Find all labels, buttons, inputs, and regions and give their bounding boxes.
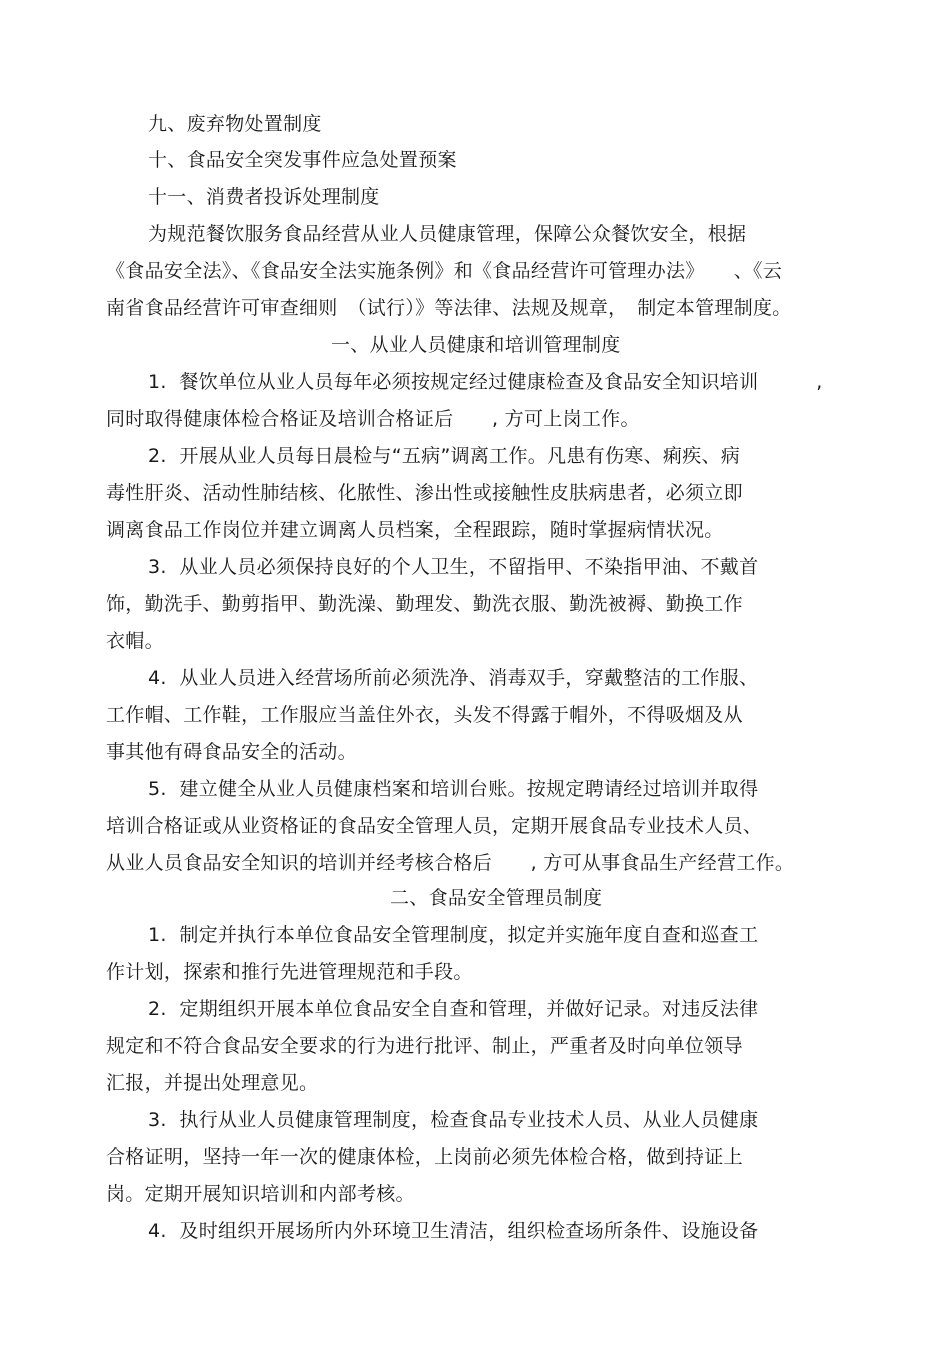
paragraph-line: 从业人员食品安全知识的培训并经考核合格后 , 方可从事食品生产经营工作。	[106, 852, 795, 874]
toc-item-10: 十、食品安全突发事件应急处置预案	[148, 149, 457, 171]
intro-line: 为规范餐饮服务食品经营从业人员健康管理，保障公众餐饮安全，根据	[148, 223, 747, 245]
paragraph-line: 工作帽、工作鞋，工作服应当盖住外衣，头发不得露于帽外，不得吸烟及从	[106, 704, 743, 726]
paragraph-line: 毒性肝炎、活动性肺结核、化脓性、渗出性或接触性皮肤病患者，必须立即	[106, 482, 743, 504]
paragraph-line: 培训合格证或从业资格证的食品安全管理人员，定期开展食品专业技术人员、	[106, 815, 763, 837]
paragraph-line: 1. 餐饮单位从业人员每年必须按规定经过健康检查及食品安全知识培训 ,	[148, 371, 823, 393]
toc-item-11: 十一、消费者投诉处理制度	[148, 186, 380, 208]
paragraph-line: 汇报，并提出处理意见。	[106, 1072, 319, 1094]
paragraph-line: 岗。定期开展知识培训和内部考核。	[106, 1183, 415, 1205]
section-heading: 一、从业人员健康和培训管理制度	[331, 334, 621, 356]
paragraph-line: 衣帽。	[106, 630, 164, 652]
paragraph-line: 合格证明，坚持一年一次的健康体检，上岗前必须先体检合格，做到持证上	[106, 1146, 743, 1168]
paragraph-line: 饰，勤洗手、勤剪指甲、勤洗澡、勤理发、勤洗衣服、勤洗被褥、勤换工作	[106, 593, 743, 615]
toc-item-9: 九、废弃物处置制度	[148, 113, 322, 135]
intro-line: 《食品安全法》、《食品安全法实施条例》和《食品经营许可管理办法》 、《云	[106, 260, 783, 282]
intro-line: 南省食品经营许可审查细则 （试行）》等法律、法规及规章， 制定本管理制度。	[106, 297, 792, 319]
paragraph-line: 3. 执行从业人员健康管理制度，检查食品专业技术人员、从业人员健康	[148, 1109, 759, 1131]
paragraph-line: 4. 及时组织开展场所内外环境卫生清洁，组织检查场所条件、设施设备	[148, 1220, 759, 1242]
paragraph-line: 2. 定期组织开展本单位食品安全自查和管理，并做好记录。对违反法律	[148, 998, 759, 1020]
paragraph-line: 3. 从业人员必须保持良好的个人卫生，不留指甲、不染指甲油、不戴首	[148, 556, 759, 578]
paragraph-line: 作计划，探索和推行先进管理规范和手段。	[106, 961, 473, 983]
paragraph-line: 1. 制定并执行本单位食品安全管理制度，拟定并实施年度自查和巡查工	[148, 924, 759, 946]
paragraph-line: 调离食品工作岗位并建立调离人员档案，全程跟踪，随时掌握病情状况。	[106, 519, 724, 541]
paragraph-line: 事其他有碍食品安全的活动。	[106, 741, 357, 763]
paragraph-line: 2. 开展从业人员每日晨检与“五病”调离工作。凡患有伤寒、痢疾、病	[148, 445, 741, 467]
section-heading: 二、食品安全管理员制度	[390, 887, 603, 909]
paragraph-line: 5. 建立健全从业人员健康档案和培训台账。按规定聘请经过培训并取得	[148, 778, 759, 800]
paragraph-line: 4. 从业人员进入经营场所前必须洗净、消毒双手，穿戴整洁的工作服、	[148, 667, 759, 689]
paragraph-line: 规定和不符合食品安全要求的行为进行批评、制止，严重者及时向单位领导	[106, 1035, 743, 1057]
paragraph-line: 同时取得健康体检合格证及培训合格证后 , 方可上岗工作。	[106, 408, 640, 430]
